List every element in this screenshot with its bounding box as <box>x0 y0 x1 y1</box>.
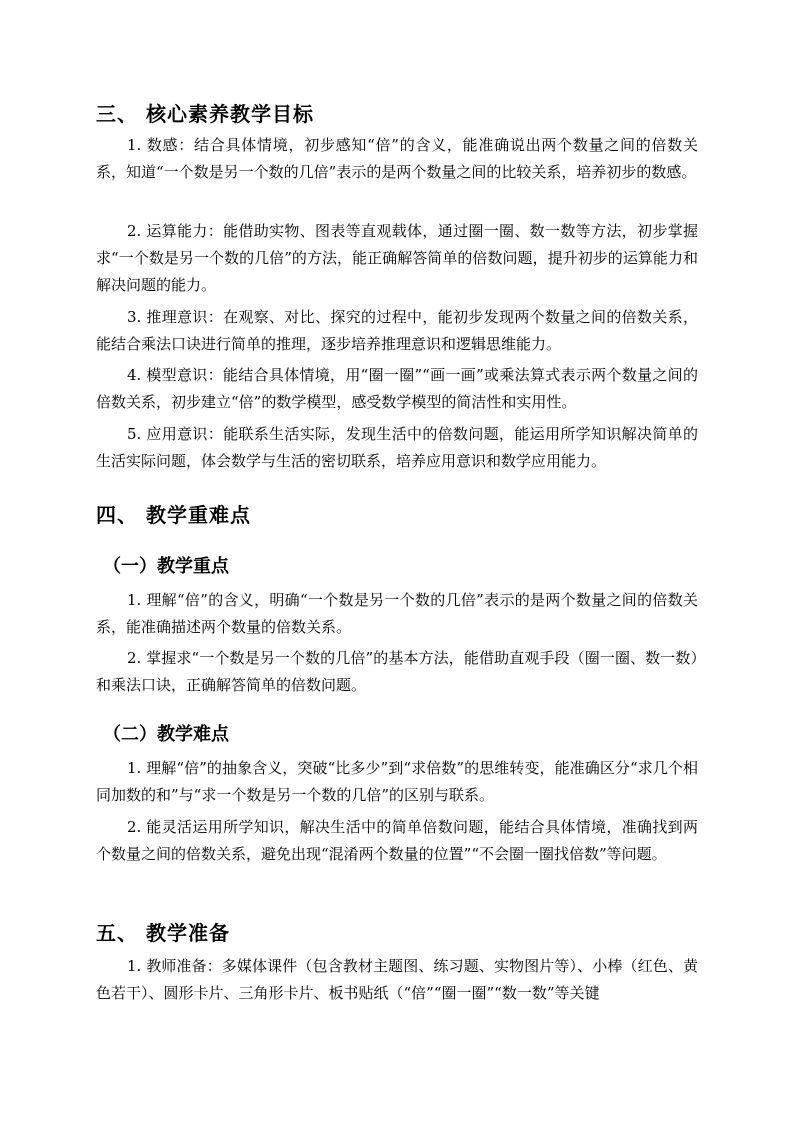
section-heading-preparation: 五、 教学准备 <box>96 921 230 945</box>
section-heading-key-points: 四、 教学重难点 <box>96 503 251 527</box>
focus-item-1: 1. 理解“倍”的含义，明确“一个数是另一个数的几倍”表示的是两个数量之间的倍数关系，能准确描述两个数量的倍数关系。 <box>96 591 698 636</box>
core-goal-computation: 2. 运算能力：能借助实物、图表等直观载体，通过圈一圈、数一数等方法，初步掌握求“一个数是另一个数的几倍”的方法，能正确解答简单的倍数问题，提升初步的运算能力和解决问题的能力。 <box>96 222 698 294</box>
prep-item-teacher: 1. 教师准备：多媒体课件（包含教材主题图、练习题、实物图片等）、小棒（红色、黄色若干）、圆形卡片、三角形卡片、板书贴纸（“倍”“圈一圈”“数一数”等关键 <box>96 957 698 1002</box>
core-goal-modeling: 4. 模型意识：能结合具体情境，用“圈一圈”“画一画”或乘法算式表示两个数量之间的倍数关系，初步建立“倍”的数学模型，感受数学模型的简洁性和实用性。 <box>96 366 698 411</box>
core-goal-number-sense: 1. 数感：结合具体情境，初步感知“倍”的含义，能准确说出两个数量之间的倍数关系，知道“一个数是另一个数的几倍”表示的是两个数量之间的比较关系，培养初步的数感。 <box>96 136 698 181</box>
core-goal-application: 5. 应用意识：能联系生活实际，发现生活中的倍数问题，能运用所学知识解决简单的生活实际问题，体会数学与生活的密切联系，培养应用意识和数学应用能力。 <box>96 425 698 470</box>
section-heading-core-goals: 三、 核心素养教学目标 <box>96 102 314 126</box>
difficulty-item-1: 1. 理解“倍”的抽象含义，突破“比多少”到“求倍数”的思维转变，能准确区分“求几个相同加数的和”与“求一个数是另一个数的几倍”的区别与联系。 <box>96 759 698 804</box>
subheading-focus: （一）教学重点 <box>103 556 229 577</box>
core-goal-reasoning: 3. 推理意识：在观察、对比、探究的过程中，能初步发现两个数量之间的倍数关系，能结合乘法口诀进行简单的推理，逐步培养推理意识和逻辑思维能力。 <box>96 308 698 353</box>
subheading-difficulty: （二）教学难点 <box>103 724 229 745</box>
difficulty-item-2: 2. 能灵活运用所学知识，解决生活中的简单倍数问题，能结合具体情境，准确找到两个数量之间的倍数关系，避免出现“混淆两个数量的位置”“不会圈一圈找倍数”等问题。 <box>96 818 698 863</box>
focus-item-2: 2. 掌握求“一个数是另一个数的几倍”的基本方法，能借助直观手段（圈一圈、数一数）和乘法口诀，正确解答简单的倍数问题。 <box>96 649 698 694</box>
